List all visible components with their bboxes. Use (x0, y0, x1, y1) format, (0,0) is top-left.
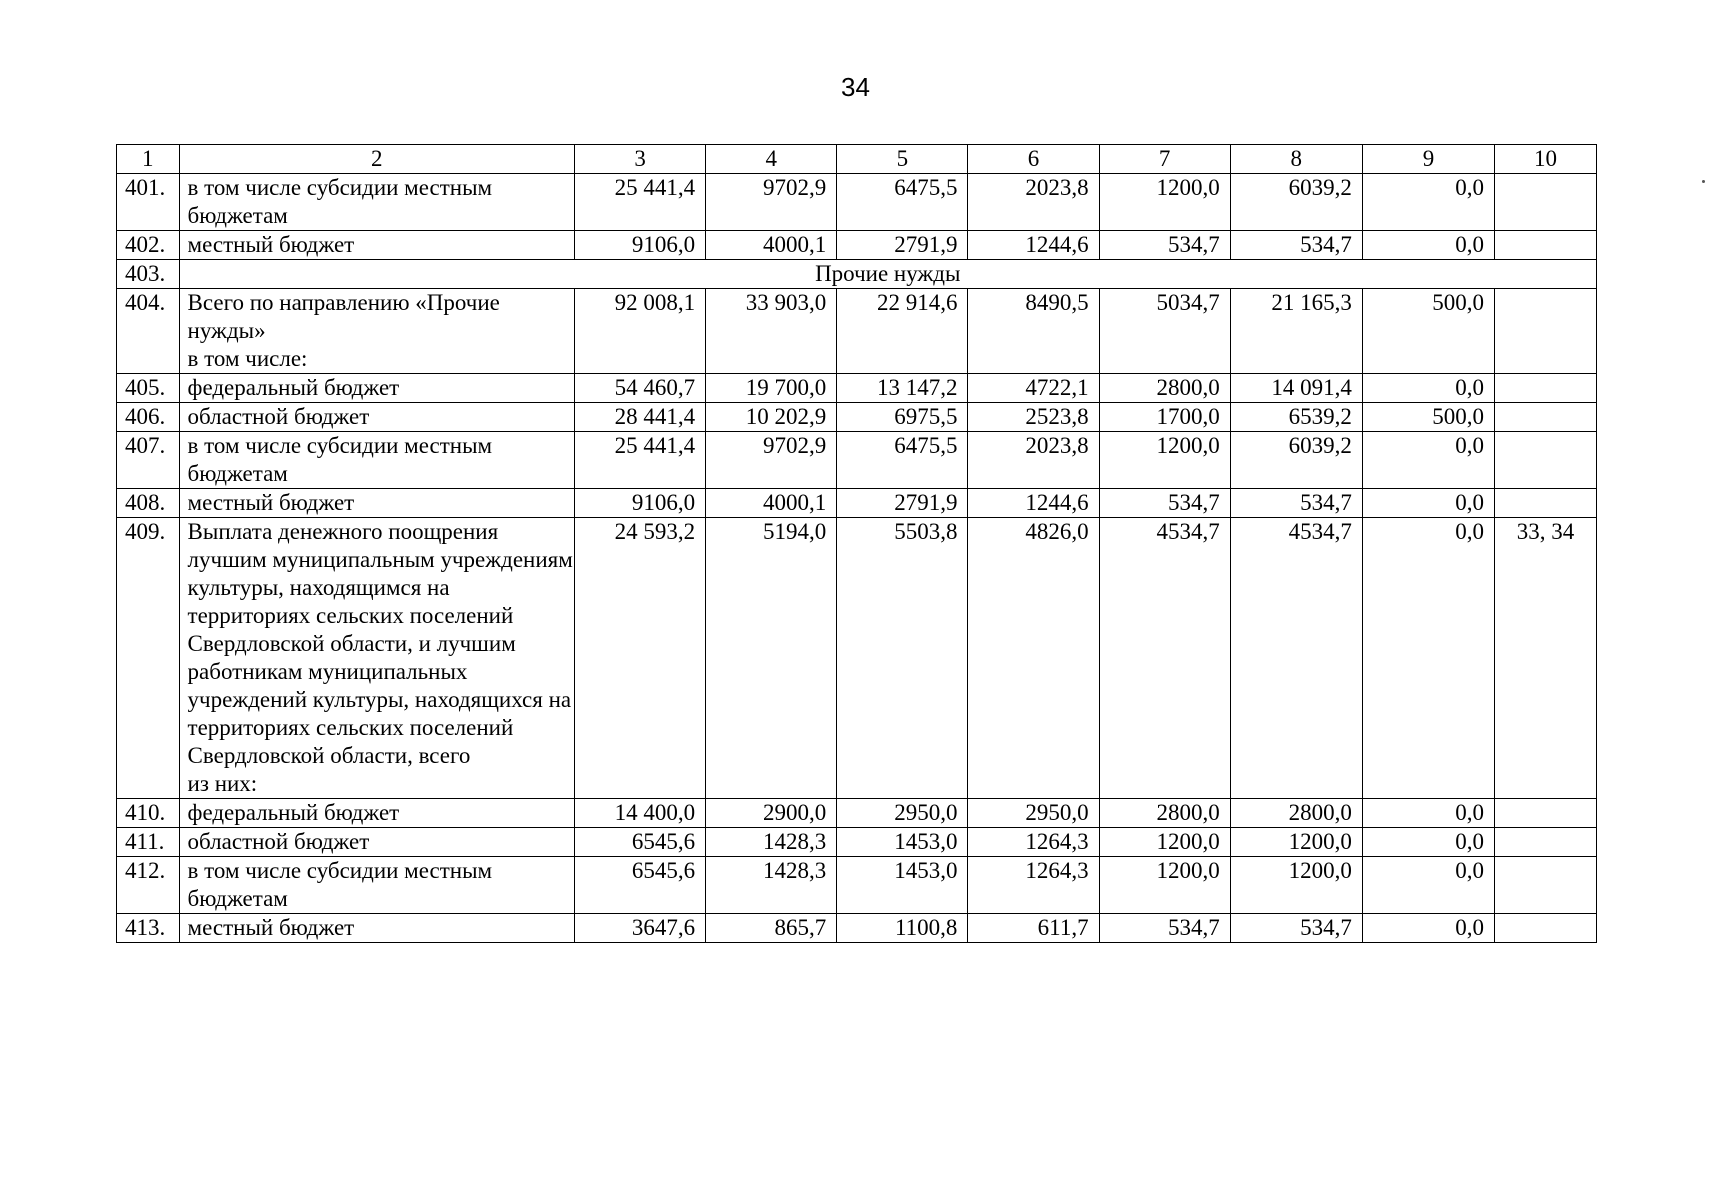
value-cell: 10 202,9 (706, 403, 837, 432)
value-cell: 4534,7 (1099, 518, 1230, 799)
value-cell: 1428,3 (706, 828, 837, 857)
value-cell: 2800,0 (1099, 799, 1230, 828)
table-row (117, 799, 1597, 828)
reference-cell (1495, 403, 1597, 432)
value-cell: 0,0 (1362, 489, 1494, 518)
value-cell: 6039,2 (1230, 174, 1362, 231)
value-cell: 9106,0 (575, 231, 706, 260)
page-number: 34 (841, 72, 870, 102)
reference-cell (1495, 799, 1597, 828)
value-cell: 1244,6 (968, 231, 1099, 260)
value-cell: 6539,2 (1230, 403, 1362, 432)
reference-cell (1495, 231, 1597, 260)
value-cell: 6039,2 (1230, 432, 1362, 489)
value-cell: 1453,0 (837, 828, 968, 857)
value-cell: 2950,0 (968, 799, 1099, 828)
value-cell: 21 165,3 (1230, 289, 1362, 374)
reference-cell (1495, 914, 1597, 943)
value-cell: 9106,0 (575, 489, 706, 518)
value-cell: 0,0 (1362, 828, 1494, 857)
section-title: Прочие нужды (179, 260, 1596, 289)
value-cell: 1200,0 (1230, 857, 1362, 914)
row-number: 407. (117, 432, 180, 489)
value-cell: 19 700,0 (706, 374, 837, 403)
row-number: 408. (117, 489, 180, 518)
row-name: в том числе субсидии местным бюджетам (179, 174, 574, 231)
value-cell: 9702,9 (706, 432, 837, 489)
value-cell: 1200,0 (1099, 857, 1230, 914)
scan-speck (1702, 180, 1705, 183)
column-header: 10 (1495, 145, 1597, 174)
value-cell: 1700,0 (1099, 403, 1230, 432)
value-cell: 0,0 (1362, 857, 1494, 914)
value-cell: 2023,8 (968, 174, 1099, 231)
reference-cell (1495, 432, 1597, 489)
reference-cell (1495, 489, 1597, 518)
value-cell: 28 441,4 (575, 403, 706, 432)
value-cell: 0,0 (1362, 231, 1494, 260)
value-cell: 0,0 (1362, 518, 1494, 799)
row-name: местный бюджет (179, 914, 574, 943)
value-cell: 24 593,2 (575, 518, 706, 799)
value-cell: 54 460,7 (575, 374, 706, 403)
table-row (117, 403, 1597, 432)
column-header: 1 (117, 145, 180, 174)
row-number: 409. (117, 518, 180, 799)
row-name: в том числе субсидии местным бюджетам (179, 432, 574, 489)
table-row (117, 857, 1597, 914)
value-cell: 2800,0 (1099, 374, 1230, 403)
value-cell: 8490,5 (968, 289, 1099, 374)
row-name: местный бюджет (179, 231, 574, 260)
value-cell: 9702,9 (706, 174, 837, 231)
column-header: 2 (179, 145, 574, 174)
value-cell: 0,0 (1362, 374, 1494, 403)
reference-cell (1495, 857, 1597, 914)
value-cell: 3647,6 (575, 914, 706, 943)
value-cell: 2523,8 (968, 403, 1099, 432)
value-cell: 1200,0 (1099, 828, 1230, 857)
row-number: 401. (117, 174, 180, 231)
row-name: в том числе субсидии местным бюджетам (179, 857, 574, 914)
value-cell: 0,0 (1362, 432, 1494, 489)
row-number: 405. (117, 374, 180, 403)
table-row (117, 174, 1597, 231)
row-number: 412. (117, 857, 180, 914)
table-row (117, 518, 1597, 799)
value-cell: 0,0 (1362, 174, 1494, 231)
value-cell: 1428,3 (706, 857, 837, 914)
table-row (117, 374, 1597, 403)
value-cell: 6545,6 (575, 857, 706, 914)
row-name: областной бюджет (179, 828, 574, 857)
reference-cell (1495, 374, 1597, 403)
value-cell: 1453,0 (837, 857, 968, 914)
value-cell: 92 008,1 (575, 289, 706, 374)
value-cell: 534,7 (1230, 231, 1362, 260)
column-header: 7 (1099, 145, 1230, 174)
table-row (117, 289, 1597, 374)
reference-cell (1495, 174, 1597, 231)
value-cell: 1264,3 (968, 828, 1099, 857)
value-cell: 14 091,4 (1230, 374, 1362, 403)
value-cell: 25 441,4 (575, 432, 706, 489)
column-header: 3 (575, 145, 706, 174)
value-cell: 13 147,2 (837, 374, 968, 403)
value-cell: 4534,7 (1230, 518, 1362, 799)
column-header: 4 (706, 145, 837, 174)
value-cell: 6475,5 (837, 174, 968, 231)
value-cell: 534,7 (1230, 489, 1362, 518)
value-cell: 2791,9 (837, 489, 968, 518)
value-cell: 1200,0 (1099, 174, 1230, 231)
table-row (117, 914, 1597, 943)
row-number: 403. (117, 260, 180, 289)
table-row (117, 432, 1597, 489)
row-number: 406. (117, 403, 180, 432)
value-cell: 4722,1 (968, 374, 1099, 403)
row-number: 410. (117, 799, 180, 828)
row-name: областной бюджет (179, 403, 574, 432)
value-cell: 534,7 (1099, 489, 1230, 518)
row-name: Выплата денежного поощрения лучшим муниципальным учреждениям культуры, находящимся на территориях сельских поселений Свердловской области, и лучшим работникам муниципальных учреждений культуры, находящихся на территориях сельских поселений Свердловской области, всего из них: (179, 518, 574, 799)
table-header-row (117, 145, 1597, 174)
value-cell: 534,7 (1099, 231, 1230, 260)
table-row (117, 828, 1597, 857)
column-header: 8 (1230, 145, 1362, 174)
column-header: 9 (1362, 145, 1494, 174)
value-cell: 6545,6 (575, 828, 706, 857)
value-cell: 611,7 (968, 914, 1099, 943)
value-cell: 0,0 (1362, 799, 1494, 828)
row-name: Всего по направлению «Прочие нужды» в том числе: (179, 289, 574, 374)
value-cell: 1244,6 (968, 489, 1099, 518)
table-row (117, 489, 1597, 518)
value-cell: 2900,0 (706, 799, 837, 828)
row-name: местный бюджет (179, 489, 574, 518)
value-cell: 534,7 (1230, 914, 1362, 943)
value-cell: 5034,7 (1099, 289, 1230, 374)
table-row (117, 231, 1597, 260)
value-cell: 4000,1 (706, 231, 837, 260)
column-header: 5 (837, 145, 968, 174)
reference-cell (1495, 289, 1597, 374)
value-cell: 534,7 (1099, 914, 1230, 943)
value-cell: 4000,1 (706, 489, 837, 518)
section-row (117, 260, 1597, 289)
value-cell: 6475,5 (837, 432, 968, 489)
value-cell: 33 903,0 (706, 289, 837, 374)
value-cell: 2023,8 (968, 432, 1099, 489)
value-cell: 5194,0 (706, 518, 837, 799)
row-number: 411. (117, 828, 180, 857)
value-cell: 2791,9 (837, 231, 968, 260)
value-cell: 6975,5 (837, 403, 968, 432)
value-cell: 22 914,6 (837, 289, 968, 374)
column-header: 6 (968, 145, 1099, 174)
row-number: 402. (117, 231, 180, 260)
value-cell: 865,7 (706, 914, 837, 943)
value-cell: 500,0 (1362, 403, 1494, 432)
row-name: федеральный бюджет (179, 374, 574, 403)
value-cell: 25 441,4 (575, 174, 706, 231)
value-cell: 2800,0 (1230, 799, 1362, 828)
reference-cell: 33, 34 (1495, 518, 1597, 799)
value-cell: 1100,8 (837, 914, 968, 943)
value-cell: 500,0 (1362, 289, 1494, 374)
row-number: 404. (117, 289, 180, 374)
row-name: федеральный бюджет (179, 799, 574, 828)
value-cell: 1200,0 (1230, 828, 1362, 857)
value-cell: 0,0 (1362, 914, 1494, 943)
value-cell: 14 400,0 (575, 799, 706, 828)
row-number: 413. (117, 914, 180, 943)
budget-table (116, 144, 1597, 943)
value-cell: 4826,0 (968, 518, 1099, 799)
value-cell: 2950,0 (837, 799, 968, 828)
value-cell: 1264,3 (968, 857, 1099, 914)
value-cell: 5503,8 (837, 518, 968, 799)
value-cell: 1200,0 (1099, 432, 1230, 489)
reference-cell (1495, 828, 1597, 857)
